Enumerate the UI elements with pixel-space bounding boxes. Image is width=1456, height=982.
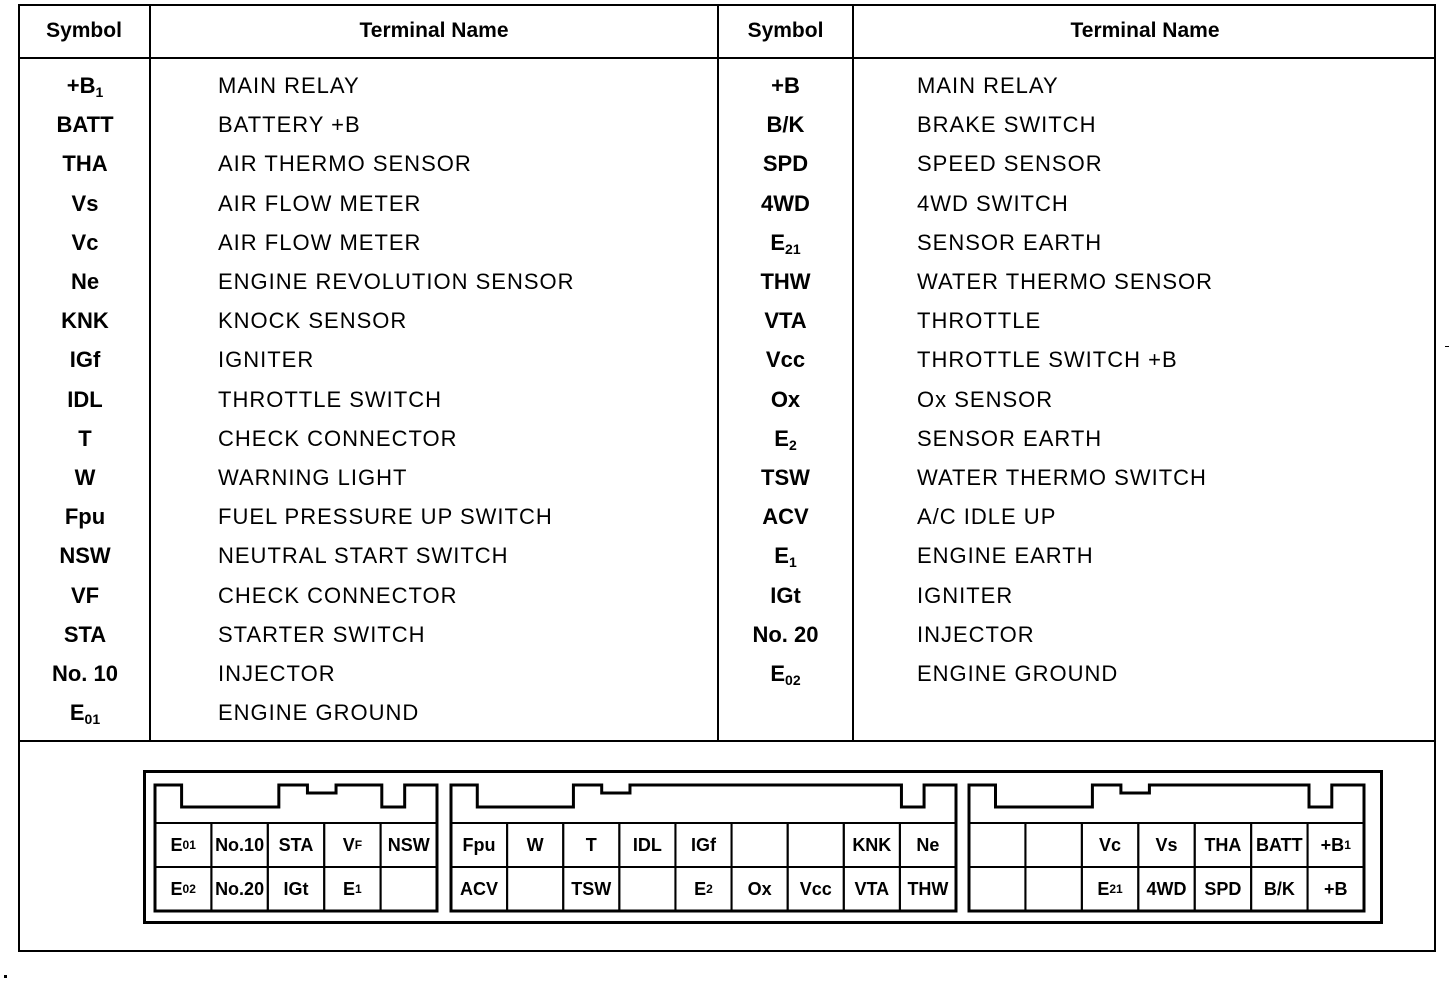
connector-pin [1251, 867, 1307, 911]
terminal-name: WATER THERMO SWITCH [917, 465, 1207, 490]
terminal-name: ENGINE GROUND [218, 700, 420, 725]
terminal-name: WARNING LIGHT [218, 465, 408, 490]
symbol-text: IGf [690, 834, 716, 855]
connector-pin [1025, 867, 1081, 911]
symbol-text: KNK [61, 308, 109, 333]
header-divider [18, 57, 1436, 59]
terminal-name: STARTER SWITCH [218, 622, 426, 647]
connector-pin [969, 867, 1025, 911]
symbol-text: IGt [283, 878, 309, 899]
connector-pin [1025, 823, 1081, 867]
table-bottom-divider [18, 740, 1436, 742]
terminal-symbol [20, 301, 150, 340]
symbol-text: W [526, 834, 544, 855]
terminal-name: FUEL PRESSURE UP SWITCH [218, 504, 553, 529]
terminal-symbol [719, 576, 852, 615]
connector-pin [1082, 823, 1138, 867]
terminal-name: INJECTOR [917, 622, 1035, 647]
terminal-symbol [719, 262, 852, 301]
terminal-symbol [719, 654, 852, 693]
terminal-symbol [719, 184, 852, 223]
terminal-symbol [20, 497, 150, 536]
connector-pin: V F [342, 834, 363, 855]
symbol-text: E [770, 661, 786, 686]
terminal-symbol [20, 576, 150, 615]
symbol-text: THW [907, 878, 949, 899]
symbol-text: TSW [571, 878, 612, 899]
symbol-subscript: 21 [785, 241, 801, 257]
terminal-name: AIR FLOW METER [218, 230, 422, 255]
connector-pin [969, 823, 1025, 867]
symbol-text: VF [70, 583, 100, 608]
terminal-name: Ox SENSOR [917, 387, 1054, 412]
terminal-name: IGNITER [218, 347, 315, 372]
connector-pin [788, 823, 844, 867]
connector-pin: E 2 [694, 878, 713, 899]
symbol-text: E [170, 878, 183, 899]
symbol-text: +B [1324, 878, 1348, 899]
connector-pin: +B 1 [1320, 834, 1351, 855]
terminal-symbol [20, 380, 150, 419]
connector-pin [844, 867, 900, 911]
symbol-text: E [694, 878, 707, 899]
symbol-text: SPD [1204, 878, 1242, 899]
header-terminal-name-right: Terminal Name [1070, 18, 1220, 42]
terminal-symbol [20, 223, 150, 262]
terminal-symbol [20, 615, 150, 654]
terminal-name: THROTTLE SWITCH +B [917, 347, 1178, 372]
symbol-text: Vcc [799, 878, 832, 899]
symbol-text: E [770, 230, 786, 255]
symbol-subscript: 1 [95, 84, 104, 100]
terminal-symbol [20, 536, 150, 575]
connector-3 [967, 783, 1366, 913]
terminal-name: BATTERY +B [218, 112, 361, 137]
connector-pin: E 01 [170, 834, 196, 855]
symbol-text: T [585, 834, 597, 855]
terminal-symbol [20, 340, 150, 379]
symbol-text: Vs [71, 191, 99, 216]
symbol-text: Vc [71, 230, 99, 255]
connector-pin [211, 867, 267, 911]
symbol-text: E [774, 426, 789, 451]
symbol-text: STA [278, 834, 314, 855]
terminal-name: INJECTOR [218, 661, 336, 686]
symbol-subscript: 2 [788, 437, 797, 453]
symbol-text: Fpu [462, 834, 496, 855]
symbol-subscript: 02 [785, 672, 801, 688]
terminal-symbol [719, 458, 852, 497]
terminal-symbol [719, 223, 852, 262]
terminal-name: SPEED SENSOR [917, 151, 1103, 176]
symbol-text: STA [63, 622, 107, 647]
terminal-symbol [719, 144, 852, 183]
terminal-name: KNOCK SENSOR [218, 308, 408, 333]
symbol-text: E [170, 834, 183, 855]
connector-pin [507, 867, 563, 911]
terminal-symbol [20, 184, 150, 223]
symbol-subscript: 01 [84, 711, 101, 727]
symbol-text: Vcc [765, 347, 806, 372]
connector-pin [844, 823, 900, 867]
terminal-name: AIR FLOW METER [218, 191, 422, 216]
symbol-text: +B [66, 73, 96, 98]
terminal-name: SENSOR EARTH [917, 426, 1103, 451]
terminal-name: A/C IDLE UP [917, 504, 1057, 529]
connector-pin [900, 867, 956, 911]
connector-pin [1308, 867, 1364, 911]
terminal-name: SENSOR EARTH [917, 230, 1103, 255]
connector-pin [211, 823, 267, 867]
connector-pin [451, 867, 507, 911]
symbol-text: 4WD [1146, 878, 1187, 899]
terminal-name: BRAKE SWITCH [917, 112, 1097, 137]
terminal-symbol [20, 105, 150, 144]
symbol-text: T [78, 426, 92, 451]
terminal-symbol [20, 419, 150, 458]
connector-pin [1195, 867, 1251, 911]
terminal-name: MAIN RELAY [917, 73, 1059, 98]
symbol-text: +B [771, 73, 800, 98]
terminal-name: AIR THERMO SENSOR [218, 151, 472, 176]
terminal-symbol [719, 419, 852, 458]
symbol-text: +B [1320, 834, 1345, 855]
connector-pin [675, 823, 731, 867]
symbol-text: ACV [762, 504, 809, 529]
symbol-text: E [69, 700, 85, 725]
terminal-symbol [20, 654, 150, 693]
terminal-name: ENGINE GROUND [917, 661, 1119, 686]
symbol-text: E [774, 543, 789, 568]
connector-pin [788, 867, 844, 911]
connector-pin [268, 823, 324, 867]
terminal-name: WATER THERMO SENSOR [917, 269, 1214, 294]
symbol-text: 4WD [761, 191, 810, 216]
terminal-symbol [719, 66, 852, 105]
terminal-symbol [20, 66, 150, 105]
connector-pin [732, 867, 788, 911]
terminal-name: IGNITER [917, 583, 1014, 608]
symbol-text: B/K [766, 112, 805, 137]
connector-pin [900, 823, 956, 867]
stray-mark [4, 975, 7, 978]
terminal-symbol [719, 536, 852, 575]
symbol-text: E [1097, 878, 1110, 899]
column-divider-3 [852, 4, 854, 741]
connector-1 [153, 783, 439, 913]
symbol-text: No.10 [215, 834, 265, 855]
symbol-text: THA [62, 151, 108, 176]
terminal-name: 4WD SWITCH [917, 191, 1069, 216]
terminal-name: ENGINE REVOLUTION SENSOR [218, 269, 575, 294]
connector-pin [619, 823, 675, 867]
symbol-text: W [74, 465, 96, 490]
connector-pin [381, 867, 437, 911]
terminal-name: NEUTRAL START SWITCH [218, 543, 509, 568]
symbol-text: TSW [761, 465, 810, 490]
connector-pin [1138, 823, 1194, 867]
symbol-text: V [342, 834, 355, 855]
terminal-name: THROTTLE [917, 308, 1042, 333]
header-symbol-right: Symbol [747, 18, 824, 42]
terminal-name: MAIN RELAY [218, 73, 360, 98]
connector-pin: E 02 [170, 878, 196, 899]
connector-pin [381, 823, 437, 867]
symbol-text: E [343, 878, 356, 899]
connector-pin [451, 823, 507, 867]
symbol-text: Ox [770, 387, 801, 412]
symbol-text: NSW [59, 543, 111, 568]
terminal-symbol [20, 262, 150, 301]
symbol-text: SPD [762, 151, 809, 176]
symbol-text: Ne [916, 834, 940, 855]
symbol-text: No. 10 [51, 661, 119, 686]
symbol-text: BATT [56, 112, 114, 137]
symbol-text: B/K [1263, 878, 1295, 899]
symbol-text: VTA [764, 308, 807, 333]
terminal-symbol [20, 144, 150, 183]
terminal-symbol [719, 340, 852, 379]
connector-pin [732, 823, 788, 867]
symbol-text: IDL [67, 387, 103, 412]
symbol-text: Ne [70, 269, 100, 294]
symbol-text: IGf [69, 347, 101, 372]
symbol-text: No.20 [215, 878, 265, 899]
symbol-text: No. 20 [752, 622, 819, 647]
terminal-symbol [20, 458, 150, 497]
connector-pin [507, 823, 563, 867]
connector-pin [268, 867, 324, 911]
terminal-name: ENGINE EARTH [917, 543, 1094, 568]
terminal-symbol [719, 615, 852, 654]
symbol-text: IGt [770, 583, 801, 608]
symbol-text: Vc [1099, 834, 1122, 855]
symbol-text: Ox [747, 878, 772, 899]
symbol-text: KNK [852, 834, 892, 855]
terminal-symbol [719, 105, 852, 144]
symbol-text: Fpu [64, 504, 106, 529]
connector-pin: E 21 [1097, 878, 1123, 899]
header-symbol-left: Symbol [46, 18, 122, 42]
terminal-name: CHECK CONNECTOR [218, 426, 458, 451]
symbol-text: THW [760, 269, 811, 294]
symbol-text: THA [1204, 834, 1242, 855]
connector-pin [1251, 823, 1307, 867]
symbol-subscript: 1 [788, 554, 797, 570]
symbol-text: BATT [1256, 834, 1303, 855]
symbol-text: ACV [460, 878, 499, 899]
terminal-symbol [20, 693, 150, 732]
terminal-symbol [719, 301, 852, 340]
connector-pin [1138, 867, 1194, 911]
connector-pin [563, 823, 619, 867]
symbol-text: Vs [1155, 834, 1178, 855]
terminal-symbol [719, 380, 852, 419]
connector-pin [1195, 823, 1251, 867]
stray-mark [1445, 346, 1449, 347]
terminal-name: CHECK CONNECTOR [218, 583, 458, 608]
terminal-name: THROTTLE SWITCH [218, 387, 442, 412]
connector-2 [449, 783, 958, 913]
symbol-text: NSW [387, 834, 430, 855]
header-terminal-name-left: Terminal Name [359, 18, 509, 42]
connector-pin [619, 867, 675, 911]
symbol-text: IDL [632, 834, 662, 855]
connector-pin: E 1 [343, 878, 362, 899]
terminal-symbol [719, 497, 852, 536]
symbol-text: VTA [854, 878, 890, 899]
connector-pin [563, 867, 619, 911]
